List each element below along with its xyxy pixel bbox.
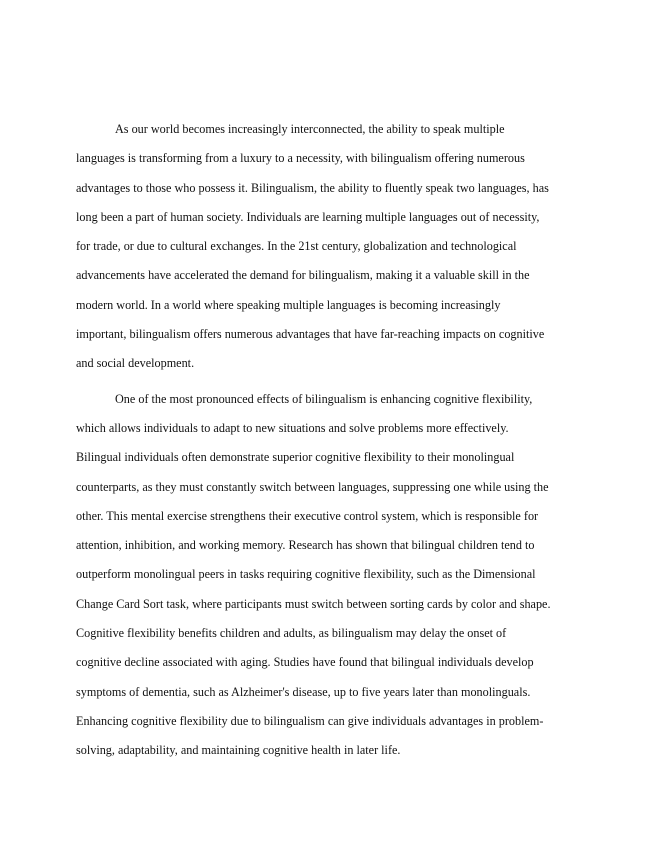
text-line: advantages to those who possess it. Bilingualism, the ability to fluently speak two languages, has bbox=[76, 180, 549, 195]
text-line: One of the most pronounced effects of bilingualism is enhancing cognitive flexibility, bbox=[115, 391, 533, 406]
document-body bbox=[76, 115, 579, 766]
text-line: symptoms of dementia, such as Alzheimer's disease, up to five years later than monolinguals. bbox=[76, 684, 531, 699]
text-line: languages is transforming from a luxury to a necessity, with bilingualism offering numerous bbox=[76, 151, 525, 166]
text-line: As our world becomes increasingly interconnected, the ability to speak multiple bbox=[115, 122, 505, 136]
text-line: for trade, or due to cultural exchanges. In the 21st century, globalization and technological bbox=[76, 239, 517, 254]
text-line: solving, adaptability, and maintaining cognitive health in later life. bbox=[76, 743, 401, 758]
text-line: attention, inhibition, and working memory. Research has shown that bilingual children tend to bbox=[76, 538, 535, 553]
text-line: which allows individuals to adapt to new situations and solve problems more effectively. bbox=[76, 420, 509, 435]
text-line: outperform monolingual peers in tasks requiring cognitive flexibility, such as the Dimensional bbox=[76, 567, 536, 582]
text-line: Change Card Sort task, where participants must switch between sorting cards by color and shape. bbox=[76, 596, 551, 611]
text-line: and social development. bbox=[76, 356, 195, 371]
paragraph-1 bbox=[76, 115, 579, 379]
text-line: advancements have accelerated the demand for bilingualism, making it a valuable skill in the bbox=[76, 268, 530, 283]
text-line: important, bilingualism offers numerous advantages that have far-reaching impacts on cognitive bbox=[76, 327, 545, 342]
text-line: Cognitive flexibility benefits children and adults, as bilingualism may delay the onset of bbox=[76, 626, 507, 641]
text-line: cognitive decline associated with aging. Studies have found that bilingual individuals develop bbox=[76, 655, 534, 670]
text-line: other. This mental exercise strengthens their executive control system, which is responsible for bbox=[76, 508, 539, 523]
text-line: modern world. In a world where speaking multiple languages is becoming increasingly bbox=[76, 297, 501, 312]
text-line: long been a part of human society. Individuals are learning multiple languages out of necessity, bbox=[76, 209, 540, 224]
paragraph-2 bbox=[76, 385, 579, 766]
text-line: Enhancing cognitive flexibility due to bilingualism can give individuals advantages in problem- bbox=[76, 713, 544, 728]
text-line: counterparts, as they must constantly switch between languages, suppressing one while using the bbox=[76, 479, 549, 494]
text-line: Bilingual individuals often demonstrate superior cognitive flexibility to their monolingual bbox=[76, 450, 515, 465]
